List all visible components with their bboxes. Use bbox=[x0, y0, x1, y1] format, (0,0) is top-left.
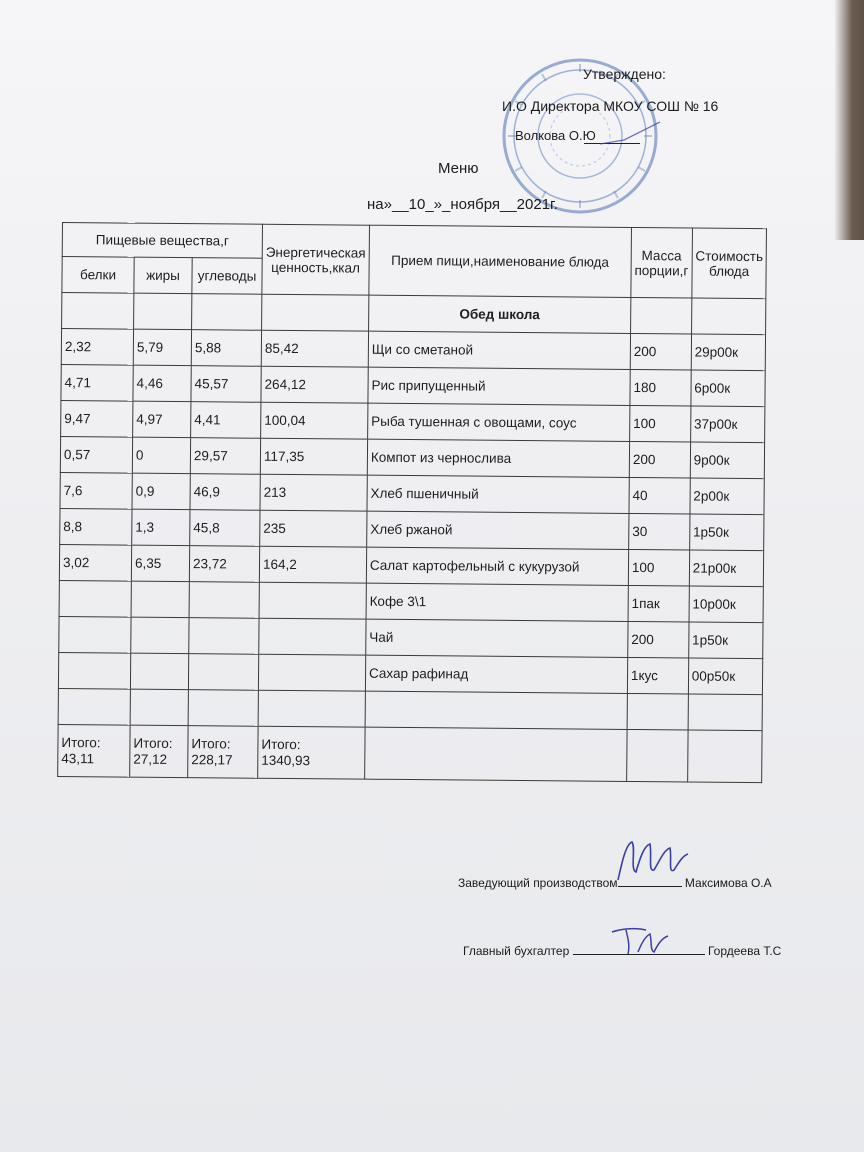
dish-name: Хлеб пшеничный bbox=[367, 475, 629, 513]
director-signature-icon bbox=[596, 118, 666, 152]
portion-mass: 100 bbox=[630, 405, 691, 442]
fats-cell bbox=[130, 689, 188, 726]
fats-cell: 0 bbox=[132, 437, 190, 474]
proteins-header: белки bbox=[62, 257, 134, 294]
portion-mass: 100 bbox=[628, 549, 689, 586]
portion-mass: 180 bbox=[630, 369, 691, 406]
proteins-cell: 8,8 bbox=[60, 508, 132, 545]
total-proteins: Итого: 43,11 bbox=[58, 724, 130, 777]
dish-name: Салат картофельный с кукурузой bbox=[366, 547, 628, 585]
proteins-cell: 0,57 bbox=[60, 436, 132, 473]
section-title: Обед школа bbox=[368, 295, 630, 333]
table-row bbox=[61, 364, 766, 406]
empty-cell bbox=[687, 730, 762, 783]
table-row bbox=[60, 508, 765, 550]
empty-cell bbox=[192, 294, 262, 331]
fats-cell: 1,3 bbox=[132, 509, 190, 546]
carbs-cell: 29,57 bbox=[190, 438, 260, 475]
portion-mass: 200 bbox=[629, 441, 690, 478]
dish-cost: 1р50к bbox=[688, 622, 763, 659]
table-row bbox=[60, 436, 765, 478]
proteins-cell: 4,71 bbox=[61, 364, 133, 401]
energy-cell: 100,04 bbox=[261, 402, 368, 439]
director-name: Волкова О.Ю bbox=[515, 128, 596, 143]
director-title: И.О Директора МКОУ СОШ № 16 bbox=[502, 98, 719, 114]
menu-table bbox=[57, 222, 767, 783]
dish-name: Чай bbox=[366, 619, 628, 657]
dish-cost: 10р00к bbox=[689, 586, 764, 623]
dish-cost: 37р00к bbox=[690, 406, 765, 443]
portion-mass bbox=[627, 693, 688, 730]
dish-cost: 9р00к bbox=[690, 442, 765, 479]
carbs-cell bbox=[188, 654, 258, 691]
table-row bbox=[59, 544, 764, 586]
dish-name bbox=[365, 691, 627, 729]
energy-header: Энергетическая ценность,ккал bbox=[262, 224, 370, 295]
cost-header: Стоимость блюда bbox=[692, 228, 767, 299]
table-row bbox=[59, 616, 764, 658]
energy-cell: 213 bbox=[260, 474, 367, 511]
energy-cell bbox=[259, 618, 366, 655]
carbs-header: углеводы bbox=[192, 258, 262, 295]
table-row bbox=[58, 652, 763, 694]
proteins-cell: 2,32 bbox=[61, 329, 133, 366]
dish-name: Компот из чернослива bbox=[367, 439, 629, 477]
desk-background bbox=[834, 0, 864, 240]
portion-mass: 200 bbox=[630, 333, 691, 370]
fats-cell: 4,46 bbox=[133, 365, 191, 402]
portion-mass: 1пак bbox=[628, 585, 689, 622]
carbs-cell: 46,9 bbox=[190, 474, 260, 511]
table-row bbox=[61, 400, 766, 442]
proteins-cell: 3,02 bbox=[59, 544, 131, 581]
dish-cost bbox=[688, 694, 763, 731]
empty-cell bbox=[62, 293, 134, 330]
fats-header: жиры bbox=[134, 257, 192, 294]
accountant-signature-icon bbox=[608, 922, 672, 958]
portion-mass: 1кус bbox=[627, 657, 688, 694]
carbs-cell: 45,8 bbox=[190, 510, 260, 547]
dish-cost: 00р50к bbox=[688, 658, 763, 695]
portion-mass: 30 bbox=[629, 513, 690, 550]
proteins-cell bbox=[58, 688, 130, 725]
total-energy: Итого: 1340,93 bbox=[258, 726, 365, 779]
carbs-cell: 4,41 bbox=[191, 402, 261, 439]
dish-cost: 6р00к bbox=[691, 370, 766, 407]
total-fats: Итого: 27,12 bbox=[130, 725, 188, 778]
dish-header: Прием пищи,наименование блюда bbox=[369, 225, 632, 297]
head-of-production-name: Максимова О.А bbox=[684, 876, 772, 890]
page-title: Меню bbox=[438, 160, 479, 177]
portion-mass: 200 bbox=[628, 621, 689, 658]
proteins-cell bbox=[59, 580, 131, 617]
energy-cell: 264,12 bbox=[261, 366, 368, 403]
proteins-cell bbox=[58, 652, 130, 689]
table-row bbox=[58, 688, 763, 730]
carbs-cell: 5,88 bbox=[191, 330, 261, 367]
head-of-production-label: Заведующий производством bbox=[458, 876, 618, 890]
empty-cell bbox=[627, 729, 688, 782]
empty-cell bbox=[134, 293, 192, 330]
empty-cell bbox=[262, 294, 369, 331]
empty-cell bbox=[691, 298, 766, 335]
approved-label: Утверждено: bbox=[583, 66, 666, 82]
carbs-cell: 23,72 bbox=[189, 546, 259, 583]
menu-date: на»__10_»_ноября__2021г. bbox=[367, 196, 558, 213]
fats-cell: 6,35 bbox=[131, 545, 189, 582]
fats-cell bbox=[130, 653, 188, 690]
dish-name: Рис припущенный bbox=[368, 367, 630, 405]
proteins-cell bbox=[59, 616, 131, 653]
accountant-label: Главный бухгалтер bbox=[463, 944, 570, 958]
table-row bbox=[61, 329, 766, 371]
dish-name: Хлеб ржаной bbox=[367, 511, 629, 549]
carbs-cell bbox=[188, 690, 258, 727]
dish-cost: 1р50к bbox=[689, 514, 764, 551]
dish-cost: 2р00к bbox=[690, 478, 765, 515]
energy-cell: 164,2 bbox=[259, 546, 366, 583]
fats-cell: 4,97 bbox=[133, 401, 191, 438]
accountant-name: Гордеева Т.С bbox=[707, 944, 782, 958]
energy-cell bbox=[258, 654, 365, 691]
dish-name: Рыба тушенная с овощами, соус bbox=[368, 403, 630, 441]
energy-cell bbox=[258, 690, 365, 727]
nutrients-header: Пищевые вещества,г bbox=[62, 223, 262, 259]
mass-header: Масса порции,г bbox=[631, 227, 692, 298]
proteins-cell: 7,6 bbox=[60, 472, 132, 509]
dish-cost: 21р00к bbox=[689, 550, 764, 587]
total-carbs: Итого: 228,17 bbox=[188, 726, 258, 779]
dish-cost: 29р00к bbox=[691, 334, 766, 371]
dish-name: Щи со сметаной bbox=[368, 331, 630, 369]
carbs-cell bbox=[189, 618, 259, 655]
table-row bbox=[60, 472, 765, 514]
energy-cell: 85,42 bbox=[261, 330, 368, 367]
fats-cell: 5,79 bbox=[133, 329, 191, 366]
fats-cell: 0,9 bbox=[132, 473, 190, 510]
energy-cell: 235 bbox=[260, 510, 367, 547]
head-signature-icon bbox=[612, 836, 696, 888]
dish-name: Сахар рафинад bbox=[365, 655, 627, 693]
portion-mass: 40 bbox=[629, 477, 690, 514]
proteins-cell: 9,47 bbox=[61, 400, 133, 437]
empty-cell bbox=[630, 297, 691, 334]
energy-cell bbox=[259, 582, 366, 619]
table-row bbox=[59, 580, 764, 622]
carbs-cell bbox=[189, 582, 259, 619]
energy-cell: 117,35 bbox=[260, 438, 367, 475]
fats-cell bbox=[131, 617, 189, 654]
fats-cell bbox=[131, 581, 189, 618]
carbs-cell: 45,57 bbox=[191, 366, 261, 403]
dish-name: Кофе 3\1 bbox=[366, 583, 628, 621]
empty-cell bbox=[365, 727, 627, 781]
